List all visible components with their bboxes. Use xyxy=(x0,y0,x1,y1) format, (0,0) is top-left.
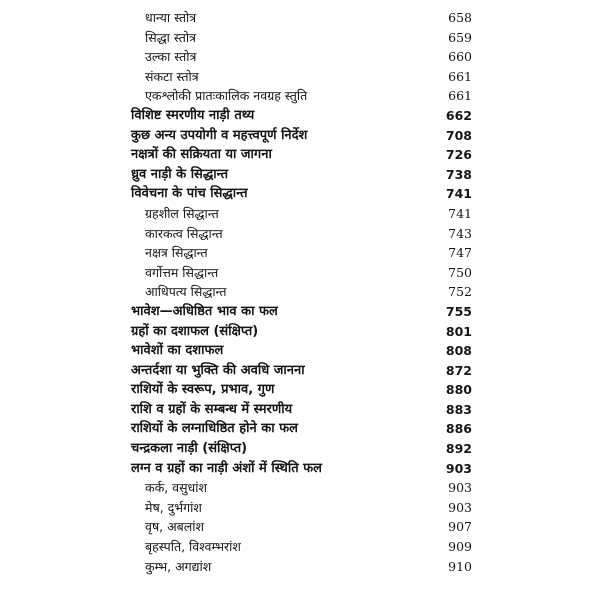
toc-entry-page-number: 661 xyxy=(448,68,472,84)
toc-entry-main xyxy=(0,322,600,342)
toc-entry-page-number: 662 xyxy=(445,107,472,123)
toc-entry-page-number: 741 xyxy=(448,205,472,221)
toc-entry-title: भावेश—अधिष्ठित भाव का फल xyxy=(131,303,278,319)
toc-entry-title: बृहस्पति, विश्वम्भरांश xyxy=(145,539,241,555)
toc-entry-title: लग्न व ग्रहों का नाड़ी अंशों में स्थिति फल xyxy=(131,460,322,476)
toc-entry-page-number: 750 xyxy=(448,264,472,280)
toc-entry-page-number: 909 xyxy=(448,539,472,555)
toc-entry-main xyxy=(0,302,600,322)
table-of-contents xyxy=(0,8,600,576)
toc-entry-title: उल्का स्तोत्र xyxy=(145,49,197,65)
toc-entry-main xyxy=(0,380,600,400)
toc-entry-main xyxy=(0,361,600,381)
toc-entry-main xyxy=(0,341,600,361)
toc-entry-page-number: 747 xyxy=(448,245,472,261)
toc-entry-title: नक्षत्रों की सक्रियता या जागना xyxy=(131,147,272,163)
toc-entry-title: वृष, अबलांश xyxy=(145,519,205,535)
toc-entry-sub xyxy=(0,67,600,87)
toc-entry-title: ध्रुव नाड़ी के सिद्धान्त xyxy=(131,166,229,182)
toc-entry-sub xyxy=(0,243,600,263)
toc-entry-page-number: 903 xyxy=(448,480,472,496)
toc-entry-title: संकटा स्तोत्र xyxy=(145,68,199,84)
toc-entry-title: आधिपत्य सिद्धान्त xyxy=(145,284,227,300)
toc-entry-sub xyxy=(0,557,600,577)
toc-entry-page-number: 886 xyxy=(445,421,472,437)
toc-entry-title: चन्द्रकला नाड़ी (संक्षिप्त) xyxy=(131,441,248,457)
toc-entry-page-number: 755 xyxy=(445,303,472,319)
toc-entry-sub xyxy=(0,204,600,224)
toc-entry-title: ग्रहों का दशाफल (संक्षिप्त) xyxy=(131,323,259,339)
toc-entry-page-number: 658 xyxy=(448,10,472,25)
toc-entry-title: अन्तर्दशा या भुक्ति की अवधि जानना xyxy=(131,362,305,378)
toc-entry-sub xyxy=(0,282,600,302)
toc-entry-sub xyxy=(0,224,600,244)
toc-entry-sub xyxy=(0,47,600,67)
toc-entry-page-number: 880 xyxy=(445,382,472,398)
toc-entry-page-number: 708 xyxy=(445,127,472,143)
toc-entry-page-number: 743 xyxy=(448,225,472,241)
toc-entry-page-number: 903 xyxy=(448,499,472,515)
toc-entry-title: राशि व ग्रहों के सम्बन्ध में स्मरणीय xyxy=(131,401,293,417)
toc-entry-sub xyxy=(0,8,600,28)
toc-entry-title: विशिष्ट स्मरणीय नाड़ी तथ्य xyxy=(131,107,255,123)
toc-entry-title: कारकत्व सिद्धान्त xyxy=(145,225,223,241)
toc-entry-title: कुम्भ, अगद्यांश xyxy=(145,558,212,574)
toc-entry-page-number: 808 xyxy=(445,343,472,359)
toc-entry-sub xyxy=(0,498,600,518)
toc-entry-page-number: 726 xyxy=(445,147,472,163)
toc-entry-page-number: 741 xyxy=(445,186,472,202)
toc-entry-main xyxy=(0,419,600,439)
toc-entry-sub xyxy=(0,517,600,537)
toc-entry-page-number: 872 xyxy=(445,362,472,378)
toc-entry-title: ग्रहशील सिद्धान्त xyxy=(145,205,219,221)
toc-entry-title: भावेशों का दशाफल xyxy=(131,343,224,359)
toc-entry-main xyxy=(0,145,600,165)
toc-entry-page-number: 661 xyxy=(448,88,472,104)
toc-entry-page-number: 738 xyxy=(445,166,472,182)
toc-entry-sub xyxy=(0,478,600,498)
toc-entry-main xyxy=(0,459,600,479)
toc-entry-sub xyxy=(0,537,600,557)
toc-entry-main xyxy=(0,106,600,126)
toc-entry-page-number: 801 xyxy=(445,323,472,339)
toc-entry-title: कर्क, वसुधांश xyxy=(145,480,207,496)
toc-entry-title: मेष, दुर्भगांश xyxy=(145,499,202,515)
toc-entry-title: राशियों के स्वरूप, प्रभाव, गुण xyxy=(131,382,275,398)
toc-entry-page-number: 910 xyxy=(448,558,472,574)
toc-entry-page-number: 659 xyxy=(448,29,472,45)
toc-entry-page-number: 883 xyxy=(445,401,472,417)
toc-entry-main xyxy=(0,400,600,420)
toc-entry-sub xyxy=(0,28,600,48)
toc-entry-main xyxy=(0,165,600,185)
toc-entry-title: राशियों के लग्नाधिष्ठित होने का फल xyxy=(131,421,298,437)
toc-entry-title: एकश्लोकी प्रातःकालिक नवग्रह स्तुति xyxy=(145,88,308,104)
toc-entry-main xyxy=(0,126,600,146)
toc-entry-title: विवेचना के पांच सिद्धान्त xyxy=(131,186,248,202)
toc-entry-title: वर्गोत्तम सिद्धान्त xyxy=(145,264,219,280)
toc-entry-title: कुछ अन्य उपयोगी व महत्त्वपूर्ण निर्देश xyxy=(131,127,308,143)
toc-entry-sub xyxy=(0,86,600,106)
toc-entry-title: धान्या स्तोत्र xyxy=(145,10,197,25)
toc-entry-main xyxy=(0,439,600,459)
toc-entry-page-number: 903 xyxy=(445,460,472,476)
toc-entry-page-number: 907 xyxy=(448,519,472,535)
toc-entry-page-number: 660 xyxy=(448,49,472,65)
toc-entry-title: नक्षत्र सिद्धान्त xyxy=(145,245,208,261)
toc-entry-page-number: 752 xyxy=(448,284,472,300)
toc-entry-main xyxy=(0,184,600,204)
toc-entry-page-number: 892 xyxy=(445,441,472,457)
toc-entry-title: सिद्धा स्तोत्र xyxy=(145,29,197,45)
toc-entry-sub xyxy=(0,263,600,283)
